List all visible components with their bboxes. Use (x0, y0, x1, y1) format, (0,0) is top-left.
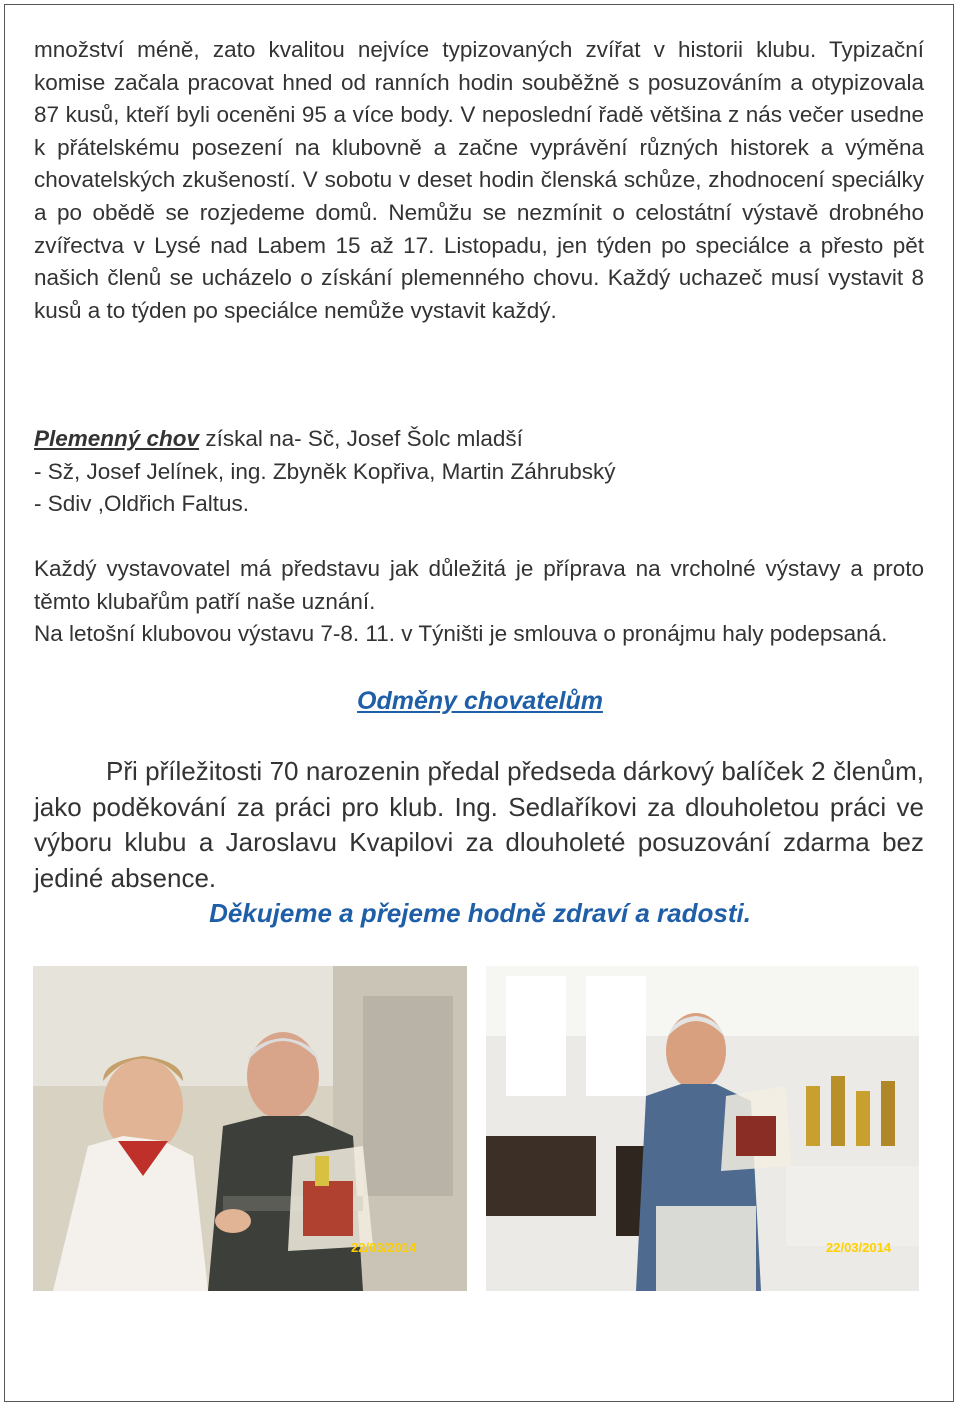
breeding-line-1-text: získal na- Sč, Josef Šolc mladší (199, 426, 523, 451)
breeding-line-1 (34, 423, 523, 456)
photo-2-date-stamp: 22/03/2014 (826, 1240, 892, 1255)
body-paragraph-2b: Na letošní klubovou výstavu 7-8. 11. v Týništi je smlouva o pronájmu haly podepsaná. (34, 621, 888, 646)
body-paragraph-3-text: Při příležitosti 70 narozenin předal předseda dárkový balíček 2 členům, jako poděkování za práci pro klub. Ing. Sedlaříkovi za dlouholetou práci ve výboru klubu a Jaroslavu Kvapilovi za dlouholeté posuzování zdarma bez jediné absence. (34, 756, 924, 893)
photo-gift-holder-image (486, 966, 919, 1291)
photo-gift-holder (486, 966, 919, 1291)
closing-wish: Děkujeme a přejeme hodně zdraví a radosti. (209, 898, 751, 928)
breeding-label: Plemenný chov (34, 426, 200, 451)
body-paragraph-2: Každý vystavovatel má představu jak důležitá je příprava na vrcholné výstavy a proto těmto klubařům patří naše uznání. (34, 556, 924, 614)
photo-handshake-image (33, 966, 467, 1291)
breeding-line-3: - Sdiv ,Oldřich Faltus. (34, 491, 250, 516)
body-paragraph-3 (34, 754, 924, 896)
photo-handshake (33, 966, 467, 1291)
body-paragraph-1: množství méně, zato kvalitou nejvíce typizovaných zvířat v historii klubu. Typizační komise začala pracovat hned od ranních hodin souběžně s posuzováním a otypizovala 87 kusů, kteří byli oceněni 95 a více body. V neposlední řadě většina z nás večer usedne k přátelskému posezení na klubovně a začne vyprávění různých historek a výměna chovatelských zkušeností. V sobotu v deset hodin členská schůze, zhodnocení speciálky a po obědě se rozjedeme domů. Nemůžu se nezmínit o celostátní výstavě drobného zvířectva v Lysé nad Labem 15 až 17. Listopadu, jen týden po speciálce a přesto pět našich členů se ucházelo o získání plemenného chovu. Každý uchazeč musí vystavit 8 kusů a to týden po speciálce nemůže vystavit každý. (34, 37, 924, 323)
section-heading: Odměny chovatelům (357, 687, 603, 715)
breeding-line-2: - Sž, Josef Jelínek, ing. Zbyněk Kopřiva, Martin Záhrubský (34, 459, 616, 484)
photo-1-date-stamp: 22/03/2014 (351, 1240, 417, 1255)
